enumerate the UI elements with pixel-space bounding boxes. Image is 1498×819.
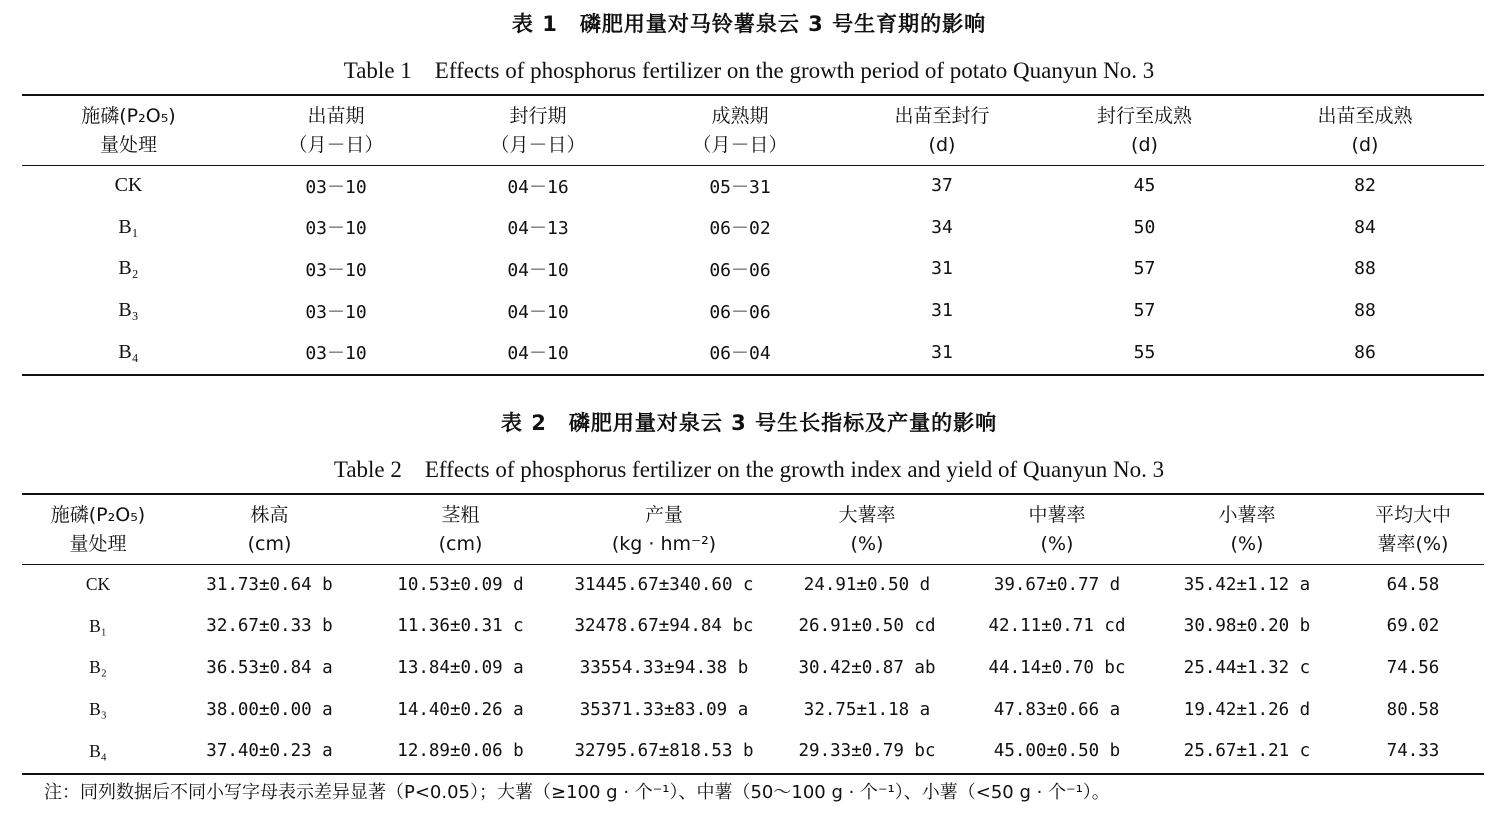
table-cell: CK (85, 574, 111, 595)
table-cell: 19.42±1.26 d (1183, 699, 1311, 720)
table-cell: B₂ (118, 257, 139, 280)
table2-header-treatment: 施磷(P₂O₅) 量处理 (50, 504, 146, 555)
table-row (22, 564, 1484, 606)
table-cell: 86 (1354, 341, 1376, 363)
table-cell: 32.75±1.18 a (803, 699, 931, 720)
table-cell: B₄ (118, 340, 139, 363)
table-cell: 03－10 (305, 218, 367, 240)
table2-header-avg-large-medium-rate: 平均大中 薯率(%) (1374, 504, 1451, 555)
table-cell: B₃ (118, 299, 139, 322)
table-cell: 32795.67±818.53 b (574, 741, 754, 762)
table1-header-rule (22, 165, 1484, 166)
table-cell: 47.83±0.66 a (993, 699, 1121, 720)
table-cell: 37.40±0.23 a (206, 741, 333, 762)
table-cell: 04－10 (507, 301, 569, 323)
table-cell: 84 (1354, 216, 1376, 238)
table-row (22, 606, 1484, 648)
table-cell: 33554.33±94.38 b (579, 657, 749, 678)
table-row (22, 331, 1484, 373)
table-cell: 64.58 (1386, 574, 1440, 595)
table-cell: 29.33±0.79 bc (798, 741, 936, 762)
table1-header-emergence: 出苗期 （月－日） (288, 105, 384, 156)
table-cell: 30.98±0.20 b (1183, 616, 1311, 637)
table-cell: 13.84±0.09 a (397, 657, 524, 678)
table-row (22, 207, 1484, 249)
table-cell: 57 (1133, 258, 1156, 280)
table1-caption-en: Table 1 Effects of phosphorus fertilizer on the growth period of potato Quanyun No. 3 (343, 58, 1155, 83)
table-cell: 31.73±0.64 b (206, 574, 333, 595)
table-cell: 04－10 (507, 343, 569, 365)
table2-header-stem-diameter: 茎粗 (cm) (438, 504, 483, 555)
table2-bottom-rule (22, 773, 1484, 775)
table-cell: 35371.33±83.09 a (579, 699, 749, 720)
table-cell: 06－06 (709, 259, 771, 281)
table-cell: 45.00±0.50 b (993, 741, 1121, 762)
table2-header-row (22, 496, 1484, 564)
table-cell: 04－16 (507, 176, 569, 198)
table-cell: 25.67±1.21 c (1183, 741, 1311, 762)
table-cell: 69.02 (1386, 616, 1440, 637)
table2-caption-cn: 表 2 磷肥用量对泉云 3 号生长指标及产量的影响 (500, 411, 998, 435)
table-cell: 03－10 (305, 259, 367, 281)
table-row (22, 647, 1484, 689)
table-cell: 10.53±0.09 d (397, 574, 524, 595)
table-cell: B₂ (89, 657, 107, 678)
table1-header-row (22, 97, 1484, 165)
table-cell: 04－10 (507, 259, 569, 281)
table-cell: 32.67±0.33 b (206, 616, 333, 637)
table-footnote: 注：同列数据后不同小写字母表示差异显著（P<0.05）；大薯（≥100 g · 个⁻¹）、中薯（50～100 g · 个⁻¹）、小薯（<50 g · 个⁻¹）。 (44, 782, 1110, 803)
table-cell: 80.58 (1386, 699, 1440, 720)
table-cell: 14.40±0.26 a (397, 699, 524, 720)
table-cell: 44.14±0.70 bc (988, 657, 1126, 678)
table1-bottom-rule (22, 374, 1484, 376)
table-cell: 55 (1133, 341, 1156, 363)
table-cell: 06－02 (709, 218, 771, 240)
table-cell: 35.42±1.12 a (1183, 574, 1311, 595)
table-row (22, 290, 1484, 332)
table-cell: 74.33 (1386, 741, 1440, 762)
table1-header-emergence-to-closure: 出苗至封行 (d) (894, 105, 990, 156)
table-cell: 82 (1354, 175, 1376, 197)
table1-header-maturity: 成熟期 （月－日） (692, 105, 788, 156)
table1-header-canopy-closure: 封行期 （月－日） (490, 105, 586, 156)
table2-header-small-tuber-rate: 小薯率 (%) (1218, 504, 1276, 555)
table-row (22, 730, 1484, 772)
table1 (22, 97, 1484, 373)
table-cell: 24.91±0.50 d (803, 574, 931, 595)
table2-header-rule (22, 564, 1484, 565)
table2-header-yield: 产量 (kg · hm⁻²) (611, 504, 717, 555)
table-cell: 39.67±0.77 d (993, 574, 1121, 595)
table-cell: B₁ (118, 215, 139, 238)
table-cell: 04－13 (507, 218, 569, 240)
table-cell: 45 (1133, 175, 1156, 197)
table-cell: 11.36±0.31 c (397, 616, 524, 637)
table-cell: 88 (1354, 258, 1376, 280)
table1-header-emergence-to-maturity: 出苗至成熟 (d) (1317, 105, 1413, 156)
table-cell: 26.91±0.50 cd (798, 616, 936, 637)
table-cell: 31445.67±340.60 c (574, 574, 754, 595)
table-cell: B₁ (89, 615, 107, 636)
table2-top-rule (22, 493, 1484, 495)
table2-caption-en: Table 2 Effects of phosphorus fertilizer on the growth index and yield of Quanyun No. 3 (333, 457, 1165, 482)
table-cell: 36.53±0.84 a (206, 657, 333, 678)
table-cell: 03－10 (305, 301, 367, 323)
table-cell: 50 (1133, 216, 1156, 238)
table-cell: 88 (1354, 300, 1376, 322)
table1-header-treatment: 施磷(P₂O₅) 量处理 (81, 105, 176, 156)
table-cell: 03－10 (305, 343, 367, 365)
table-cell: 31 (931, 258, 953, 280)
table1-caption-cn: 表 1 磷肥用量对马铃薯泉云 3 号生育期的影响 (511, 12, 987, 36)
table-cell: 42.11±0.71 cd (988, 616, 1126, 637)
table-row (22, 165, 1484, 207)
table-cell: 06－06 (709, 301, 771, 323)
table-cell: 57 (1133, 300, 1156, 322)
table-row (22, 689, 1484, 731)
table-cell: 25.44±1.32 c (1183, 657, 1311, 678)
table-cell: B₃ (89, 699, 107, 720)
table-cell: 05－31 (709, 176, 771, 198)
table-row (22, 248, 1484, 290)
table-cell: 12.89±0.06 b (397, 741, 524, 762)
table-cell: 30.42±0.87 ab (798, 657, 936, 678)
table-cell: 03－10 (305, 176, 367, 198)
table-cell: 31 (931, 341, 953, 363)
table2-header-plant-height: 株高 (cm) (247, 504, 292, 555)
table-cell: B₄ (89, 740, 107, 761)
table2 (22, 496, 1484, 772)
table2-header-medium-tuber-rate: 中薯率 (%) (1028, 504, 1086, 555)
table-cell: 34 (931, 216, 953, 238)
table-cell: 32478.67±94.84 bc (574, 616, 754, 637)
table-cell: 37 (931, 175, 953, 197)
table2-header-large-tuber-rate: 大薯率 (%) (838, 504, 896, 555)
table1-top-rule (22, 94, 1484, 96)
table1-header-closure-to-maturity: 封行至成熟 (d) (1096, 105, 1192, 156)
table-cell: 74.56 (1386, 657, 1440, 678)
table-cell: 38.00±0.00 a (206, 699, 333, 720)
table-cell: 06－04 (709, 343, 771, 365)
table-cell: CK (114, 174, 143, 197)
table-cell: 31 (931, 300, 953, 322)
